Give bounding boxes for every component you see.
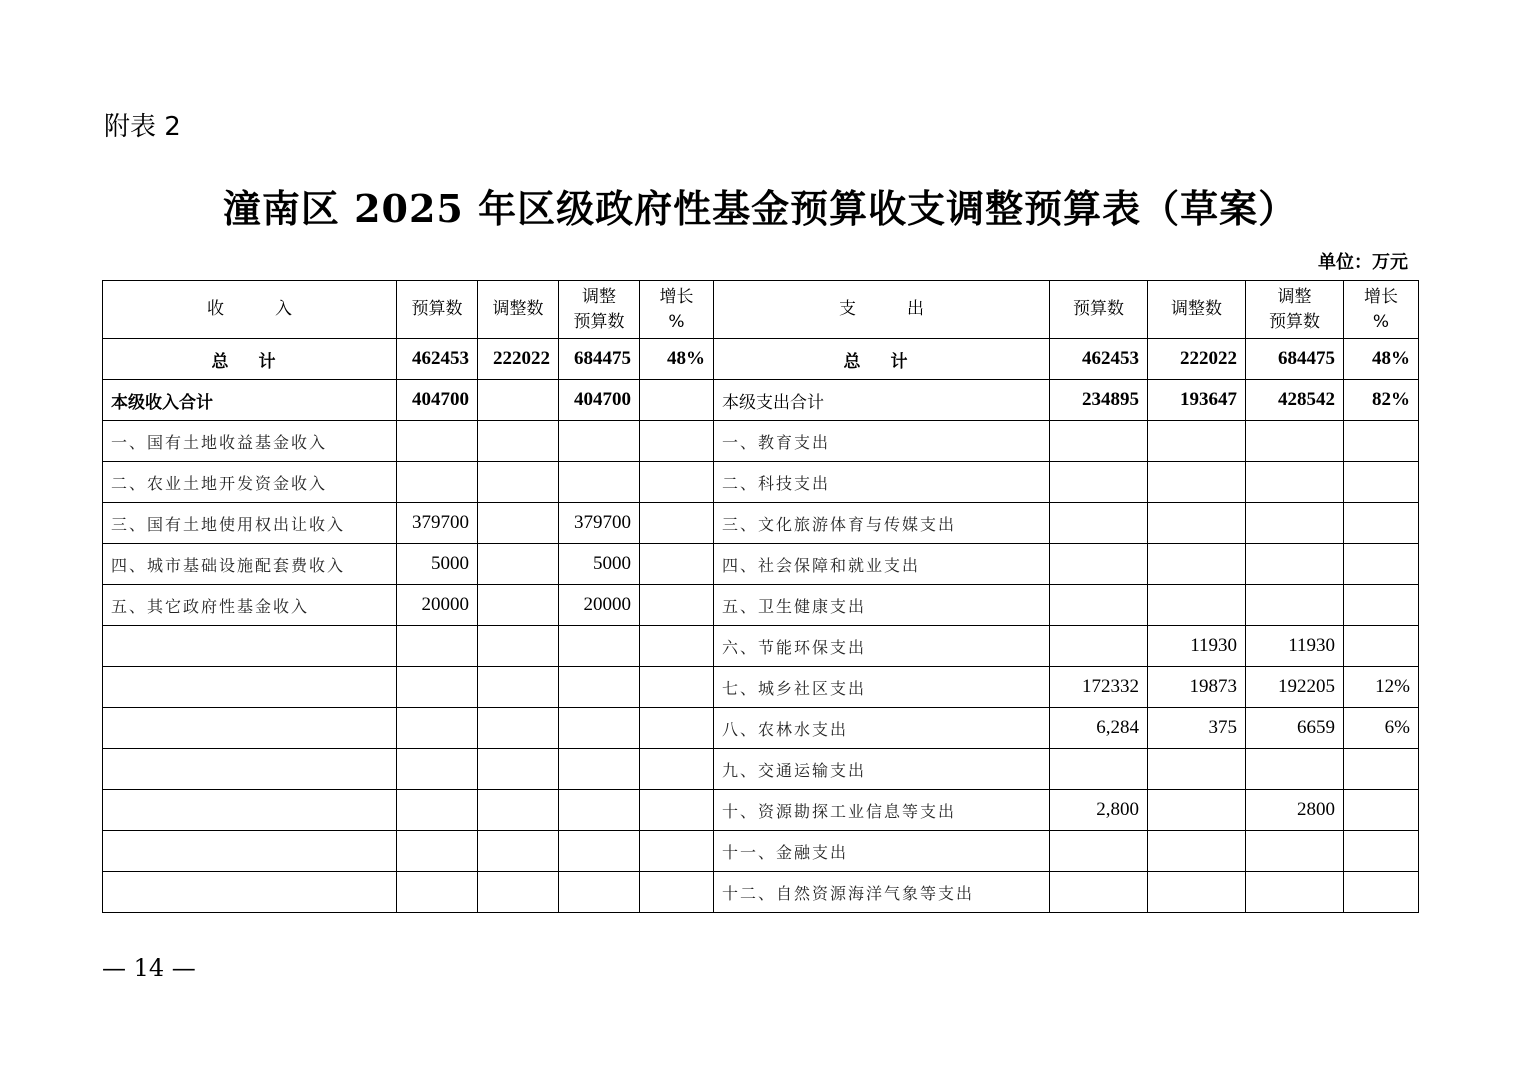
total-expense-budget: 462453 bbox=[1050, 339, 1148, 380]
expense-item-label: 十二、自然资源海洋气象等支出 bbox=[714, 872, 1050, 913]
subtotal-expense-growth: 82% bbox=[1344, 380, 1419, 421]
table-row bbox=[103, 421, 1419, 462]
expense-item-adjust bbox=[1148, 790, 1246, 831]
income-item-adjust bbox=[478, 790, 559, 831]
income-item-growth bbox=[640, 585, 714, 626]
table-row bbox=[103, 585, 1419, 626]
subtotal-expense-adjust: 193647 bbox=[1148, 380, 1246, 421]
income-item-growth bbox=[640, 462, 714, 503]
appendix-label: 附表 2 bbox=[104, 112, 181, 142]
income-item-adjusted bbox=[559, 462, 640, 503]
expense-item-growth bbox=[1344, 503, 1419, 544]
expense-item-label: 八、农林水支出 bbox=[714, 708, 1050, 749]
table-row bbox=[103, 708, 1419, 749]
income-item-label bbox=[103, 626, 397, 667]
header-adjusted-line1: 调整 bbox=[582, 286, 616, 307]
total-row bbox=[103, 339, 1419, 380]
expense-item-budget bbox=[1050, 503, 1148, 544]
expense-item-label: 五、卫生健康支出 bbox=[714, 585, 1050, 626]
expense-item-budget bbox=[1050, 749, 1148, 790]
expense-item-adjusted bbox=[1246, 831, 1344, 872]
income-item-label bbox=[103, 667, 397, 708]
income-item-adjusted: 20000 bbox=[559, 585, 640, 626]
income-item-budget bbox=[397, 626, 478, 667]
income-item-adjusted: 5000 bbox=[559, 544, 640, 585]
income-item-label bbox=[103, 831, 397, 872]
expense-item-label: 十一、金融支出 bbox=[714, 831, 1050, 872]
subtotal-income-adjust bbox=[478, 380, 559, 421]
subtotal-income-budget: 404700 bbox=[397, 380, 478, 421]
income-item-growth bbox=[640, 831, 714, 872]
expense-item-adjust bbox=[1148, 462, 1246, 503]
income-item-growth bbox=[640, 544, 714, 585]
table-row bbox=[103, 831, 1419, 872]
header-expense-growth bbox=[1344, 281, 1419, 339]
income-item-adjust bbox=[478, 544, 559, 585]
expense-item-budget bbox=[1050, 626, 1148, 667]
income-item-growth bbox=[640, 667, 714, 708]
total-expense-adjusted: 684475 bbox=[1246, 339, 1344, 380]
expense-item-adjust bbox=[1148, 544, 1246, 585]
income-item-growth bbox=[640, 708, 714, 749]
expense-item-label: 一、教育支出 bbox=[714, 421, 1050, 462]
header-income-growth bbox=[640, 281, 714, 339]
table-row bbox=[103, 626, 1419, 667]
expense-item-adjust: 11930 bbox=[1148, 626, 1246, 667]
expense-item-adjusted bbox=[1246, 585, 1344, 626]
table-row bbox=[103, 462, 1419, 503]
expense-item-adjusted bbox=[1246, 872, 1344, 913]
page-title: 潼南区 2025 年区级政府性基金预算收支调整预算表（草案） bbox=[222, 186, 1298, 231]
income-item-adjusted bbox=[559, 708, 640, 749]
expense-item-adjust bbox=[1148, 503, 1246, 544]
income-item-adjust bbox=[478, 708, 559, 749]
income-item-label: 三、国有土地使用权出让收入 bbox=[103, 503, 397, 544]
header-growth-line1: 增长 bbox=[1364, 286, 1398, 307]
header-income-adjust: 调整数 bbox=[478, 281, 559, 339]
expense-item-label: 四、社会保障和就业支出 bbox=[714, 544, 1050, 585]
expense-item-adjusted bbox=[1246, 421, 1344, 462]
table-row bbox=[103, 667, 1419, 708]
header-expense-adjusted bbox=[1246, 281, 1344, 339]
expense-item-adjust bbox=[1148, 831, 1246, 872]
expense-item-growth bbox=[1344, 831, 1419, 872]
table-row bbox=[103, 544, 1419, 585]
expense-item-label: 九、交通运输支出 bbox=[714, 749, 1050, 790]
expense-item-label: 六、节能环保支出 bbox=[714, 626, 1050, 667]
income-item-adjusted bbox=[559, 667, 640, 708]
expense-item-adjusted: 11930 bbox=[1246, 626, 1344, 667]
page-number: — 14 — bbox=[102, 954, 196, 982]
income-item-growth bbox=[640, 749, 714, 790]
expense-item-adjust bbox=[1148, 749, 1246, 790]
expense-item-label: 二、科技支出 bbox=[714, 462, 1050, 503]
table-row bbox=[103, 503, 1419, 544]
expense-item-adjust: 19873 bbox=[1148, 667, 1246, 708]
expense-item-growth: 6% bbox=[1344, 708, 1419, 749]
expense-item-budget bbox=[1050, 544, 1148, 585]
expense-item-growth bbox=[1344, 462, 1419, 503]
expense-item-adjusted bbox=[1246, 544, 1344, 585]
income-item-label: 五、其它政府性基金收入 bbox=[103, 585, 397, 626]
total-income-adjusted: 684475 bbox=[559, 339, 640, 380]
expense-item-budget bbox=[1050, 585, 1148, 626]
expense-item-budget bbox=[1050, 462, 1148, 503]
income-item-growth bbox=[640, 503, 714, 544]
income-item-budget bbox=[397, 421, 478, 462]
header-income: 收 入 bbox=[103, 281, 397, 339]
income-item-growth bbox=[640, 790, 714, 831]
total-income-label: 总 计 bbox=[103, 339, 397, 380]
subtotal-income-adjusted: 404700 bbox=[559, 380, 640, 421]
income-item-adjust bbox=[478, 667, 559, 708]
expense-item-growth bbox=[1344, 544, 1419, 585]
subtotal-income-label: 本级收入合计 bbox=[103, 380, 397, 421]
income-item-label bbox=[103, 872, 397, 913]
income-item-label bbox=[103, 708, 397, 749]
subtotal-expense-adjusted: 428542 bbox=[1246, 380, 1344, 421]
expense-item-budget bbox=[1050, 831, 1148, 872]
income-item-label: 一、国有土地收益基金收入 bbox=[103, 421, 397, 462]
expense-item-budget bbox=[1050, 421, 1148, 462]
expense-item-adjust bbox=[1148, 421, 1246, 462]
income-item-adjusted bbox=[559, 872, 640, 913]
expense-item-adjusted: 2800 bbox=[1246, 790, 1344, 831]
expense-item-adjusted: 6659 bbox=[1246, 708, 1344, 749]
subtotal-expense-budget: 234895 bbox=[1050, 380, 1148, 421]
income-item-budget bbox=[397, 872, 478, 913]
header-income-budget: 预算数 bbox=[397, 281, 478, 339]
budget-table bbox=[102, 280, 1419, 913]
subtotal-row bbox=[103, 380, 1419, 421]
expense-item-adjust: 375 bbox=[1148, 708, 1246, 749]
income-item-adjust bbox=[478, 462, 559, 503]
header-expense: 支 出 bbox=[714, 281, 1050, 339]
expense-item-budget bbox=[1050, 872, 1148, 913]
income-item-budget: 20000 bbox=[397, 585, 478, 626]
income-item-adjust bbox=[478, 421, 559, 462]
income-item-adjusted bbox=[559, 749, 640, 790]
table-row bbox=[103, 790, 1419, 831]
income-item-budget bbox=[397, 667, 478, 708]
total-income-budget: 462453 bbox=[397, 339, 478, 380]
expense-item-adjust bbox=[1148, 585, 1246, 626]
income-item-budget bbox=[397, 708, 478, 749]
header-adjusted-line2: 预算数 bbox=[573, 311, 625, 332]
income-item-label: 二、农业土地开发资金收入 bbox=[103, 462, 397, 503]
income-item-adjusted bbox=[559, 626, 640, 667]
total-expense-growth: 48% bbox=[1344, 339, 1419, 380]
income-item-adjust bbox=[478, 626, 559, 667]
expense-item-adjusted bbox=[1246, 503, 1344, 544]
income-item-budget: 5000 bbox=[397, 544, 478, 585]
total-income-growth: 48% bbox=[640, 339, 714, 380]
income-item-adjust bbox=[478, 585, 559, 626]
header-growth-line2: % bbox=[668, 311, 685, 332]
income-item-adjusted bbox=[559, 421, 640, 462]
header-adjusted-line2: 预算数 bbox=[1269, 311, 1320, 332]
expense-item-growth bbox=[1344, 872, 1419, 913]
total-income-adjust: 222022 bbox=[478, 339, 559, 380]
header-growth-line1: 增长 bbox=[659, 286, 694, 307]
income-item-adjusted bbox=[559, 790, 640, 831]
header-growth-line2: % bbox=[1372, 311, 1390, 332]
income-item-label: 四、城市基础设施配套费收入 bbox=[103, 544, 397, 585]
income-item-budget bbox=[397, 831, 478, 872]
expense-item-budget: 172332 bbox=[1050, 667, 1148, 708]
income-item-adjusted: 379700 bbox=[559, 503, 640, 544]
expense-item-label: 七、城乡社区支出 bbox=[714, 667, 1050, 708]
header-expense-budget: 预算数 bbox=[1050, 281, 1148, 339]
expense-item-adjusted bbox=[1246, 749, 1344, 790]
unit-label: 单位：万元 bbox=[1318, 252, 1408, 273]
expense-item-budget: 6,284 bbox=[1050, 708, 1148, 749]
table-row bbox=[103, 872, 1419, 913]
income-item-adjusted bbox=[559, 831, 640, 872]
expense-item-adjusted: 192205 bbox=[1246, 667, 1344, 708]
subtotal-expense-label: 本级支出合计 bbox=[714, 380, 1050, 421]
income-item-budget bbox=[397, 790, 478, 831]
total-expense-label: 总 计 bbox=[714, 339, 1050, 380]
income-item-growth bbox=[640, 626, 714, 667]
expense-item-growth bbox=[1344, 626, 1419, 667]
expense-item-growth bbox=[1344, 790, 1419, 831]
income-item-adjust bbox=[478, 503, 559, 544]
income-item-growth bbox=[640, 872, 714, 913]
expense-item-growth bbox=[1344, 421, 1419, 462]
income-item-budget bbox=[397, 462, 478, 503]
income-item-adjust bbox=[478, 831, 559, 872]
expense-item-adjust bbox=[1148, 872, 1246, 913]
header-income-adjusted bbox=[559, 281, 640, 339]
expense-item-budget: 2,800 bbox=[1050, 790, 1148, 831]
total-expense-adjust: 222022 bbox=[1148, 339, 1246, 380]
income-item-budget bbox=[397, 749, 478, 790]
expense-item-growth bbox=[1344, 749, 1419, 790]
expense-item-growth bbox=[1344, 585, 1419, 626]
header-row bbox=[103, 281, 1419, 339]
subtotal-income-growth bbox=[640, 380, 714, 421]
table-row bbox=[103, 749, 1419, 790]
header-expense-adjust: 调整数 bbox=[1148, 281, 1246, 339]
expense-item-label: 十、资源勘探工业信息等支出 bbox=[714, 790, 1050, 831]
expense-item-label: 三、文化旅游体育与传媒支出 bbox=[714, 503, 1050, 544]
header-adjusted-line1: 调整 bbox=[1277, 286, 1312, 307]
income-item-budget: 379700 bbox=[397, 503, 478, 544]
income-item-adjust bbox=[478, 872, 559, 913]
expense-item-growth: 12% bbox=[1344, 667, 1419, 708]
income-item-adjust bbox=[478, 749, 559, 790]
income-item-label bbox=[103, 749, 397, 790]
expense-item-adjusted bbox=[1246, 462, 1344, 503]
income-item-label bbox=[103, 790, 397, 831]
income-item-growth bbox=[640, 421, 714, 462]
